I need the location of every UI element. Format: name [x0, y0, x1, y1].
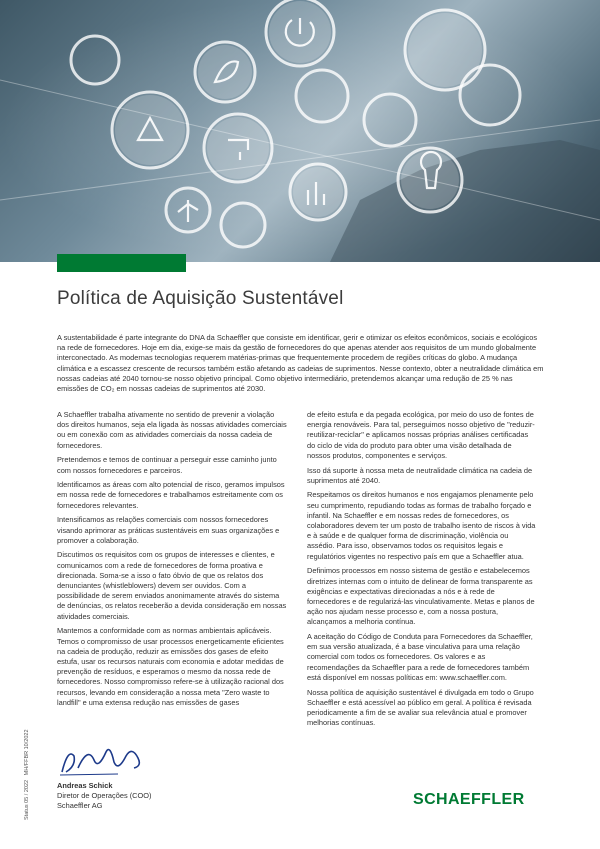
paragraph: Definimos processos em nosso sistema de gestão e estabelecemos diretrizes internas com o intuito de delinear de forma transparente as exigências e expectativas direcionadas a nós e à rede de fornecedores e de regularizá-las vinculativamente. Metas e planos de ação nos ajudam nesse processo e, com a nossa postura, alcançamos a melhoria contínua. — [307, 566, 535, 627]
signature-image — [58, 742, 148, 778]
paragraph: Mantemos a conformidade com as normas ambientais aplicáveis. Temos o compromisso de usar processos energeticamente eficientes na cadeia de produção, reduzir as emissões dos gases de efeito estufa, usar os recursos naturais com economia e adotar medidas de prevenção de resíduos, e esperamos o mesmo da nossa rede de fornecedores. Nosso compromisso refere-se à utilização racional dos recursos, levando em consideração a nossa meta "Zero waste to landfill" e uma extensa redução nas emissões de gases — [57, 626, 284, 707]
document-status-code — [24, 729, 30, 820]
status-sub-label: MH/FFBR 10/2022 — [24, 729, 30, 776]
status-label: Status 05 / 2022 — [24, 779, 30, 820]
intro-paragraph: A sustentabilidade é parte integrante do DNA da Schaeffler que consiste em identificar, gerir e otimizar os efeitos econômicos, sociais e ecológicos na rede de fornecedores. Hoje em dia, exige-se mais da gestão de fornecedores do que apenas atender aos requisitos de um mundo globalmente interconectado. As modernas tecnologias requerem matérias-primas que frequentemente procedem de regiões críticas do globo. A mudança climática e a escassez crescente de recursos também estão afetando as cadeias de suprimentos. Nesse contexto, obter a neutralidade climática em nossas cadeias até 2040 tornou-se nosso objetivo principal. Como objetivo intermediário, pretendemos alcançar uma redução de 25 % nas emissões de CO₂ em nossas cadeias de suprimentos até 2030. — [57, 333, 544, 394]
paragraph: Nossa política de aquisição sustentável é divulgada em todo o Grupo Schaeffler e está acessível ao público em geral. A política é revisada periodicamente a fim de se avaliar sua relevância atual e promover melhorias contínuas. — [307, 687, 534, 728]
brand-accent-bar — [57, 254, 186, 272]
signer-block — [57, 781, 151, 812]
hero-image — [0, 0, 600, 262]
paragraph: A Schaeffler trabalha ativamente no sentido de prevenir a violação dos direitos humanos, seja ela ligada às nossas atividades comerciais ou em conexão com as atividades comerciais da nossa cadeia de fornecedores. — [57, 410, 287, 450]
paragraph: Identificamos as áreas com alto potencial de risco, geramos impulsos em nossa rede de fornecedores e trabalhamos estreitamente com os fornecedores relevantes. — [57, 480, 285, 510]
paragraph: de efeito estufa e da pegada ecológica, por meio do uso de fontes de energia renováveis. Para tal, perseguimos nosso objetivo de "reduzir-reutilizar-reciclar" e aplicamos nossas próprias análises certificadas do ciclo de vida do produto para obter uma visão detalhada de nossos produtos, componentes e serviços. — [307, 410, 535, 460]
schaeffler-logo: SCHAEFFLER — [413, 791, 525, 808]
signer-company: Schaeffler AG — [57, 801, 103, 811]
paragraph: A aceitação do Código de Conduta para Fornecedores da Schaeffler, em sua versão atualizada, é a base vinculativa para uma relação comercial com todos os fornecedores. Os valores e as recomendações da Schaeffler para a rede de fornecedores também está disponível em nossas políticas em: www.schaeffler.com. — [307, 632, 533, 682]
paragraph: Discutimos os requisitos com os grupos de interesses e clientes, e comunicamos com a rede de fornecedores de forma proativa e direcionada. Soma-se a isso o fato óbvio de que os relatos dos denunciantes (whistleblowers) devem ser ouvidos. Com a possibilidade de serem enviados anonimamente através do sistema de denúncias, os relatos receberão a devida consideração em nossas atividades comerciais. — [57, 550, 287, 621]
paragraph: Intensificamos as relações comerciais com nossos fornecedores visando aprimorar as práticas sustentáveis em suas organizações e promover a colaboração. — [57, 515, 280, 545]
paragraph: Isso dá suporte à nossa meta de neutralidade climática na cadeia de suprimentos até 2040. — [307, 465, 533, 485]
signer-name: Andreas Schick — [57, 781, 113, 790]
paragraph: Pretendemos e temos de continuar a perseguir esse caminho junto com nossos fornecedores e parceiros. — [57, 455, 277, 475]
sustainability-gears-illustration — [0, 0, 600, 262]
right-column — [307, 410, 537, 733]
paragraph: Respeitamos os direitos humanos e nos engajamos plenamente pelo seu cumprimento, repudiando todas as formas de trabalho forçado e infantil. Na Schaeffler e em nossas redes de fornecedores, os colaboradores devem ter um posto de trabalho isento de riscos à vida e à saúde e de qualquer forma de discriminação, violência ou assédio. Para isso, observamos todos os requisitos legais e regulatórios vigentes no respectivo país em que a Schaeffler atua. — [307, 490, 536, 561]
page-title: Política de Aquisição Sustentável — [57, 288, 344, 309]
left-column — [57, 410, 287, 712]
signer-role: Diretor de Operações (COO) — [57, 791, 152, 801]
